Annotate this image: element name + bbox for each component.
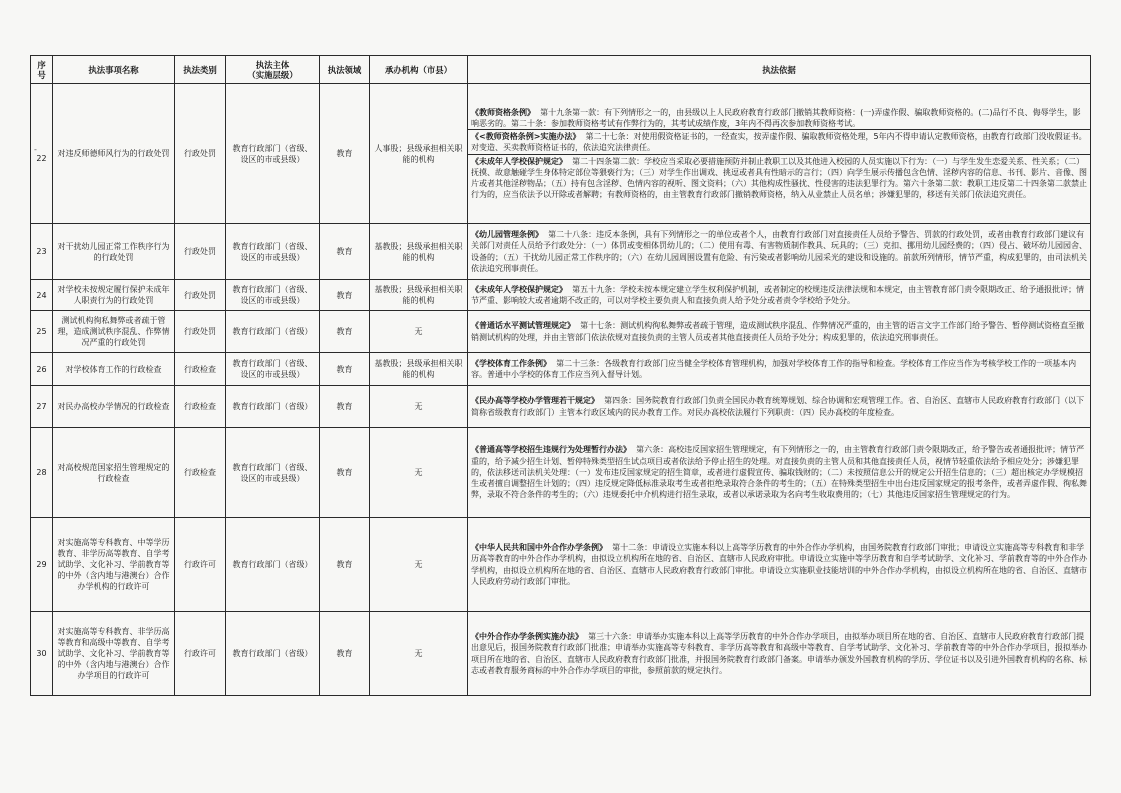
row-number: 25: [36, 327, 47, 336]
basis-entry: [471, 444, 1087, 500]
item-name-cell: 对实施高等专科教育、中等学历教育、非学历高等教育、自学考试助学、文化补习、学前教育等的中外（含内地与港澳台）合作办学机构的行政许可: [53, 518, 175, 612]
law-title: 《幼儿园管理条例》: [471, 230, 543, 240]
law-text: 第六条：高校违反国家招生管理规定，有下列情形之一的，由主管教育行政部门责令限期改正，给予警告或者通报批评；情节严重的，给予减少招生计划、暂停特殊类型招生试点项目或者依法给予停止招生的处理。对直接负责的主管人员和其他直接责任人员，视情节轻重依法给予相应处分；涉嫌犯罪的，依法移送司法机关处理：（一）发布违反国家规定的招生简章，或者进行虚假宣传、骗取钱财的；（二）未按照信息公开的规定公开招生信息的；（三）超出核定办学规模招生或者擅自调整招生计划的；（四）违反规定降低标准录取考生或者拒绝录取符合条件的考生的；（五）在特殊类型招生中出台违反国家规定的报考条件，或者弄虚作假、徇私舞弊，录取不符合条件的考生的；（六）违规委托中介机构进行招生录取，或者以承诺录取为名向考生收取费用的；（七）其他违反国家招生管理规定的行为。: [471, 445, 1087, 500]
law-text: 第二十八条：违反本条例，具有下列情形之一的单位或者个人，由教育行政部门对直接责任人员给予警告、罚款的行政处罚，或者由教育行政部门建议有关部门对责任人员给予行政处分：（一）体罚或变相体罚幼儿的；（二）使用有毒、有害物质制作教具、玩具的；（三）克扣、挪用幼儿园经费的；（四）侵占、破坏幼儿园园舍、设备的；（五）干扰幼儿园正常工作秩序的；（六）在幼儿园周围设置有危险、有污染或者影响幼儿园采光的建设和设施的。前款所列情形，情节严重，构成犯罪的，由司法机关依法追究刑事责任。: [471, 230, 1087, 273]
basis-entry: [471, 229, 1087, 274]
subject-cell: 教育行政部门（省级）: [226, 612, 320, 696]
category-cell: 行政检查: [175, 353, 226, 386]
row-mark: -: [34, 144, 37, 154]
table-body: [31, 84, 1091, 696]
table-row: [31, 612, 1091, 696]
subject-cell: 教育行政部门（省级、设区的市或县级）: [226, 84, 320, 224]
law-title: 《中外合作办学条例实施办法》: [471, 632, 583, 642]
dept-cell: 人事股；县级承担相关职能的机构: [370, 84, 468, 224]
law-title: 《<教师资格条例>实施办法》: [471, 132, 581, 142]
header-basis: 执法依据: [468, 56, 1091, 84]
dept-cell: 基教股；县级承担相关职能的机构: [370, 353, 468, 386]
basis-entry: [468, 154, 1090, 201]
subject-cell: 教育行政部门（省级、设区的市或县级）: [226, 280, 320, 311]
law-title: 《学校体育工作条例》: [471, 358, 551, 368]
basis-entry: [471, 358, 1087, 380]
law-text: 第四条：国务院教育行政部门负责全国民办教育统筹规划、综合协调和宏观管理工作。省、自治区、直辖市人民政府教育行政部门（以下简称省级教育行政部门）主管本行政区域内的民办教育工作。对民办高校依法履行下列职责：（四）民办高校的年度检查。: [471, 396, 1085, 417]
field-cell: 教育: [320, 311, 370, 353]
item-name-cell: 对高校规范国家招生管理规定的行政检查: [53, 428, 175, 518]
basis-cell: [468, 428, 1091, 518]
basis-entry: [471, 284, 1087, 306]
header-category: 执法类别: [175, 56, 226, 84]
basis-entry: [471, 107, 1087, 129]
table-row: [31, 353, 1091, 386]
law-text: 第三十六条：申请举办实施本科以上高等学历教育的中外合作办学项目，由拟举办项目所在地的省、自治区、直辖市人民政府教育行政部门提出意见后，报国务院教育行政部门批准；申请举办实施高等专科教育、非学历高等教育和高级中等教育、自学考试助学、文化补习、学前教育等的中外合作办学项目，报拟举办项目所在地的省、自治区、直辖市人民政府教育行政部门批准，并报国务院教育行政部门备案。申请举办颁发外国教育机构的学历、学位证书以及引进外国教育机构的名称、标志或者教育服务商标的中外合作办学项目的审批，参照前款的规定执行。: [471, 632, 1087, 675]
subject-cell: 教育行政部门（省级）: [226, 386, 320, 428]
basis-entry: [471, 320, 1087, 342]
row-number: 22: [36, 153, 47, 163]
header-dept: 承办机构（市县）: [370, 56, 468, 84]
law-title: 《中华人民共和国中外合作办学条例》: [471, 543, 607, 553]
dept-cell: 无: [370, 518, 468, 612]
field-cell: 教育: [320, 280, 370, 311]
basis-cell: [468, 386, 1091, 428]
row-number-cell: [31, 353, 53, 386]
item-name-cell: 测试机构徇私舞弊或者疏于管理，造成测试秩序混乱、作弊情况严重的行政处罚: [53, 311, 175, 353]
row-number-cell: [31, 311, 53, 353]
law-title: 《教师资格条例》: [471, 107, 535, 117]
item-name-cell: 对学校体育工作的行政检查: [53, 353, 175, 386]
table-row: [31, 280, 1091, 311]
subject-cell: 教育行政部门（省级、设区的市或县级）: [226, 224, 320, 280]
law-title: 《未成年人学校保护规定》: [471, 284, 567, 294]
law-text: 第十九条第一款：有下列情形之一的，由县级以上人民政府教育行政部门撤销其教师资格：(一)弄虚作假、骗取教师资格的。(二)品行不良、侮辱学生，影响恶劣的。第二十条：参加教师资格考试有作弊行为的，其考试成绩作废，3年内不得再次参加教师资格考试。: [471, 107, 1081, 128]
field-cell: 教育: [320, 386, 370, 428]
subject-cell: 教育行政部门（省级、设区的市或县级）: [226, 353, 320, 386]
law-text: 第二十七条：对使用假资格证书的，一经查实，按弄虚作假、骗取教师资格处理，5年内不得申请认定教师资格，由教育行政部门没收假证书。对变造、买卖教师资格证书的，依法追究法律责任。: [471, 132, 1087, 153]
dept-cell: 无: [370, 386, 468, 428]
row-number: 29: [36, 560, 47, 569]
field-cell: 教育: [320, 428, 370, 518]
header-field: 执法领域: [320, 56, 370, 84]
table-row: [31, 224, 1091, 280]
enforcement-table: [30, 55, 1091, 696]
law-text: 第十七条：测试机构徇私舞弊或者疏于管理，造成测试秩序混乱、作弊情况严重的，由主管的语言文字工作部门给予警告、暂停测试资格直至撤销测试机构的处理，并由主管部门依法依规对直接负责的主管人员或者其他直接责任人员给予处分；构成犯罪的，依法追究刑事责任。: [471, 321, 1085, 342]
category-cell: 行政处罚: [175, 311, 226, 353]
item-name-cell: 对干扰幼儿园正常工作秩序行为的行政处罚: [53, 224, 175, 280]
dept-cell: 无: [370, 428, 468, 518]
table-header-row: [31, 56, 1091, 84]
row-number-cell: [31, 518, 53, 612]
field-cell: 教育: [320, 612, 370, 696]
basis-cell: [468, 353, 1091, 386]
basis-cell: [468, 224, 1091, 280]
item-name-cell: 对学校未按规定履行保护未成年人职责行为的行政处罚: [53, 280, 175, 311]
field-cell: 教育: [320, 84, 370, 224]
header-subject-text: 执法主体 （实施层级）: [247, 59, 298, 80]
law-title: 《未成年人学校保护规定》: [471, 156, 567, 166]
row-number: 24: [36, 290, 47, 300]
subject-cell: 教育行政部门（省级）: [226, 311, 320, 353]
table-row: [31, 428, 1091, 518]
law-title: 《普通话水平测试管理规定》: [471, 321, 575, 331]
field-cell: 教育: [320, 518, 370, 612]
row-number-cell: [31, 280, 53, 311]
basis-cell: [468, 612, 1091, 696]
row-number: 26: [36, 364, 47, 374]
field-cell: 教育: [320, 353, 370, 386]
dept-cell: 基教股；县级承担相关职能的机构: [370, 280, 468, 311]
row-number-cell: [31, 224, 53, 280]
row-number: 28: [36, 468, 47, 477]
law-text: 第二十三条：各级教育行政部门应当健全学校体育管理机构，加强对学校体育工作的指导和检查。学校体育工作应当作为考核学校工作的一项基本内容。普通中小学校的体育工作应当列入督导计划。: [471, 358, 1077, 379]
basis-entry: [471, 631, 1087, 676]
table-row: [31, 518, 1091, 612]
law-text: 第十二条：申请设立实施本科以上高等学历教育的中外合作办学机构，由国务院教育行政部门审批；申请设立实施高等专科教育和非学历高等教育的中外合作办学机构，由拟设立机构所在地的省、自治区、直辖市人民政府审批。申请设立实施中等学历教育和自学考试助学、文化补习、学前教育等的中外合作办学机构，由拟设立机构所在地的省、自治区、直辖市人民政府教育行政部门审批。申请设立实施职业技能培训的中外合作办学机构，由拟设立机构所在地的省、自治区、直辖市人民政府劳动行政部门审批。: [471, 543, 1087, 586]
header-subject: [226, 56, 320, 84]
category-cell: 行政检查: [175, 428, 226, 518]
row-number: 30: [36, 649, 47, 658]
basis-cell: [468, 311, 1091, 353]
row-number: 27: [36, 402, 47, 411]
row-number-cell: [31, 386, 53, 428]
basis-cell: [468, 518, 1091, 612]
basis-entry: [471, 542, 1087, 587]
basis-entry: [468, 129, 1090, 153]
category-cell: 行政处罚: [175, 84, 226, 224]
basis-cell: [468, 84, 1091, 224]
category-cell: 行政许可: [175, 518, 226, 612]
row-number-cell: [31, 84, 53, 224]
law-text: 第二十四条第二款：学校应当采取必要措施预防并制止教职工以及其他进入校园的人员实施以下行为：（一）与学生发生恋爱关系、性关系；（二）抚摸、故意触碰学生身体特定部位等猥亵行为；（三）对学生作出调戏、挑逗或者具有性暗示的言行；（四）向学生展示传播包含色情、淫秽内容的信息、书刊、影片、音像、图片或者其他淫秽物品；（五）持有包含淫秽、色情内容的视听、图文资料；（六）其他构成性骚扰、性侵害的违法犯罪行为。第六十条第二款：教职工违反第二十四条第二款禁止行为的，应当依法予以开除或者解聘；有教师资格的，由主管教育行政部门撤销教师资格，纳入从业禁止人员名单；涉嫌犯罪的，移送有关部门依法追究责任。: [471, 156, 1087, 200]
item-name-cell: 对民办高校办学情况的行政检查: [53, 386, 175, 428]
dept-cell: 基教股；县级承担相关职能的机构: [370, 224, 468, 280]
item-name-cell: 对违反师德师风行为的行政处罚: [53, 84, 175, 224]
dept-cell: 无: [370, 311, 468, 353]
law-title: 《民办高等学校办学管理若干规定》: [471, 396, 599, 406]
basis-cell: [468, 280, 1091, 311]
category-cell: 行政检查: [175, 386, 226, 428]
header-no: 序号: [31, 56, 53, 84]
dept-cell: 无: [370, 612, 468, 696]
row-number-cell: [31, 428, 53, 518]
category-cell: 行政处罚: [175, 280, 226, 311]
table-row: [31, 84, 1091, 224]
item-name-cell: 对实施高等专科教育、非学历高等教育和高级中等教育、自学考试助学、文化补习、学前教育等的中外（含内地与港澳台）合作办学项目的行政许可: [53, 612, 175, 696]
row-number: 23: [36, 247, 47, 256]
category-cell: 行政处罚: [175, 224, 226, 280]
table-row: [31, 311, 1091, 353]
subject-cell: 教育行政部门（省级）: [226, 518, 320, 612]
field-cell: 教育: [320, 224, 370, 280]
header-item: 执法事项名称: [53, 56, 175, 84]
basis-entry: [471, 395, 1087, 417]
law-title: 《普通高等学校招生违规行为处理暂行办法》: [471, 445, 631, 455]
table-row: [31, 386, 1091, 428]
category-cell: 行政许可: [175, 612, 226, 696]
row-number-cell: [31, 612, 53, 696]
law-text: 第五十九条：学校未按本规定建立学生权利保护机制，或者制定的校规违反法律法规和本规定，由主管教育部门责令限期改正、给予通报批评；情节严重、影响较大或者逾期不改正的，可以对学校主要负责人和直接负责人给予处分或者责令学校给予处分。: [471, 284, 1085, 305]
subject-cell: 教育行政部门（省级、设区的市或县级）: [226, 428, 320, 518]
